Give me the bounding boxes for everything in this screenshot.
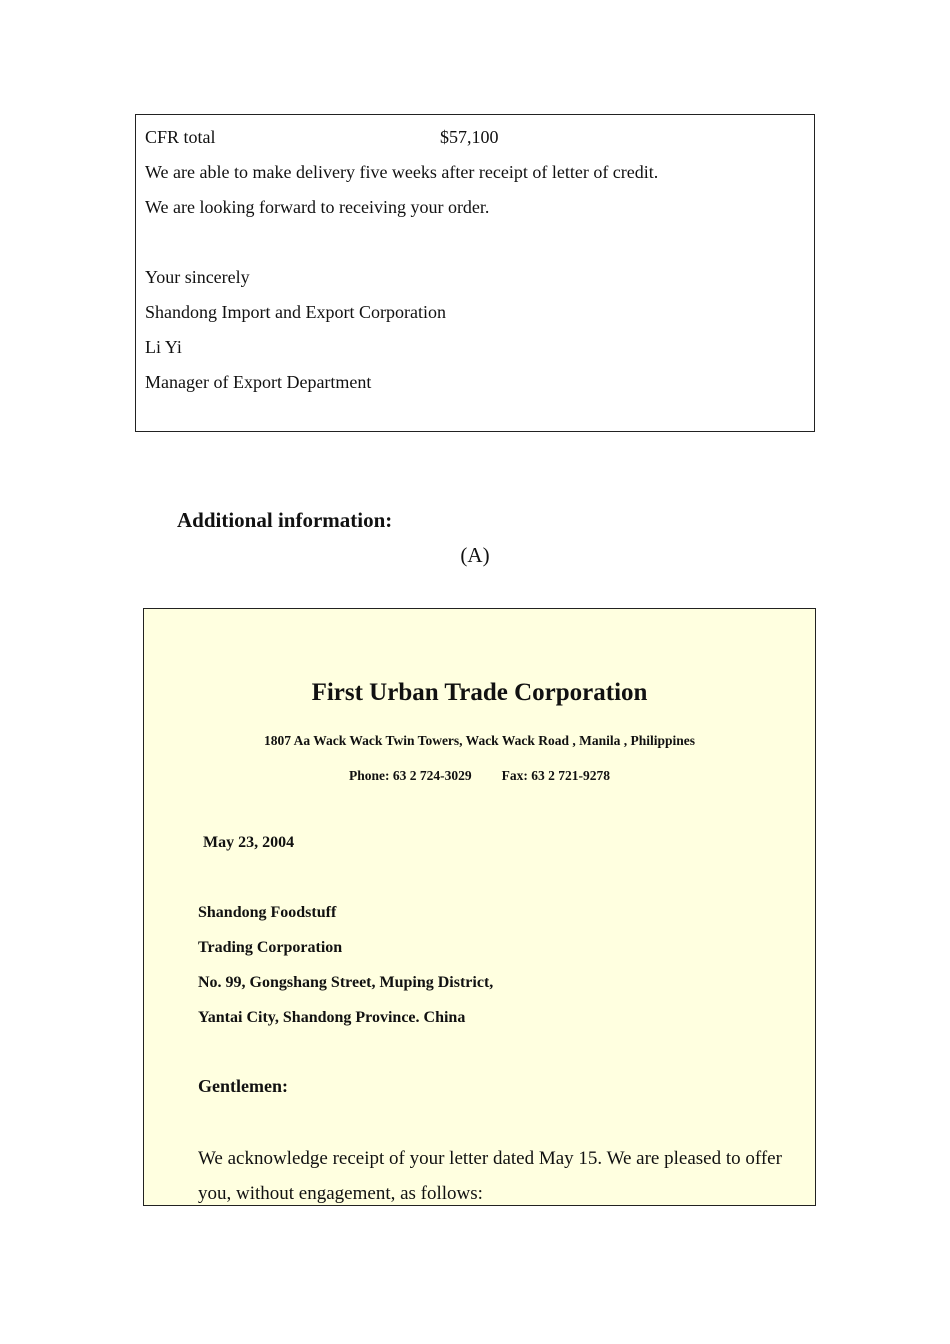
recipient-line: Yantai City, Shandong Province. China (198, 1009, 466, 1026)
cfr-total-label: CFR total (145, 127, 216, 147)
letter-greeting: Gentlemen: (198, 1076, 288, 1096)
recipient-line: Trading Corporation (198, 939, 343, 956)
complimentary-close: Your sincerely (145, 267, 250, 287)
letter-body: We acknowledge receipt of your letter dated May 15. We are pleased to offer you, without engagement, as follows: (198, 1148, 782, 1204)
letter-date: May 23, 2004 (203, 834, 295, 851)
additional-info-heading: Additional information: (177, 508, 393, 532)
letterhead-address: 1807 Aa Wack Wack Twin Towers, Wack Wack Road , Manila , Philippines (264, 733, 695, 748)
phone-number: Phone: 63 2 724-3029 (349, 768, 472, 783)
cfr-total-value: $57,100 (440, 127, 499, 147)
delivery-statement: We are able to make delivery five weeks after receipt of letter of credit. (145, 162, 659, 182)
section-label: (A) (460, 543, 490, 567)
signer-name: Li Yi (145, 337, 182, 357)
signer-title: Manager of Export Department (145, 372, 372, 392)
letterhead-company: First Urban Trade Corporation (311, 679, 648, 706)
offer-letter-box (143, 608, 816, 1206)
recipient-line: No. 99, Gongshang Street, Muping District, (198, 974, 494, 991)
quotation-letter-box (135, 114, 815, 432)
fax-number: Fax: 63 2 721-9278 (501, 768, 610, 783)
recipient-line: Shandong Foodstuff (198, 904, 337, 921)
closing-statement: We are looking forward to receiving your order. (145, 197, 490, 217)
sender-company: Shandong Import and Export Corporation (145, 302, 446, 322)
letterhead-contact (144, 767, 815, 785)
